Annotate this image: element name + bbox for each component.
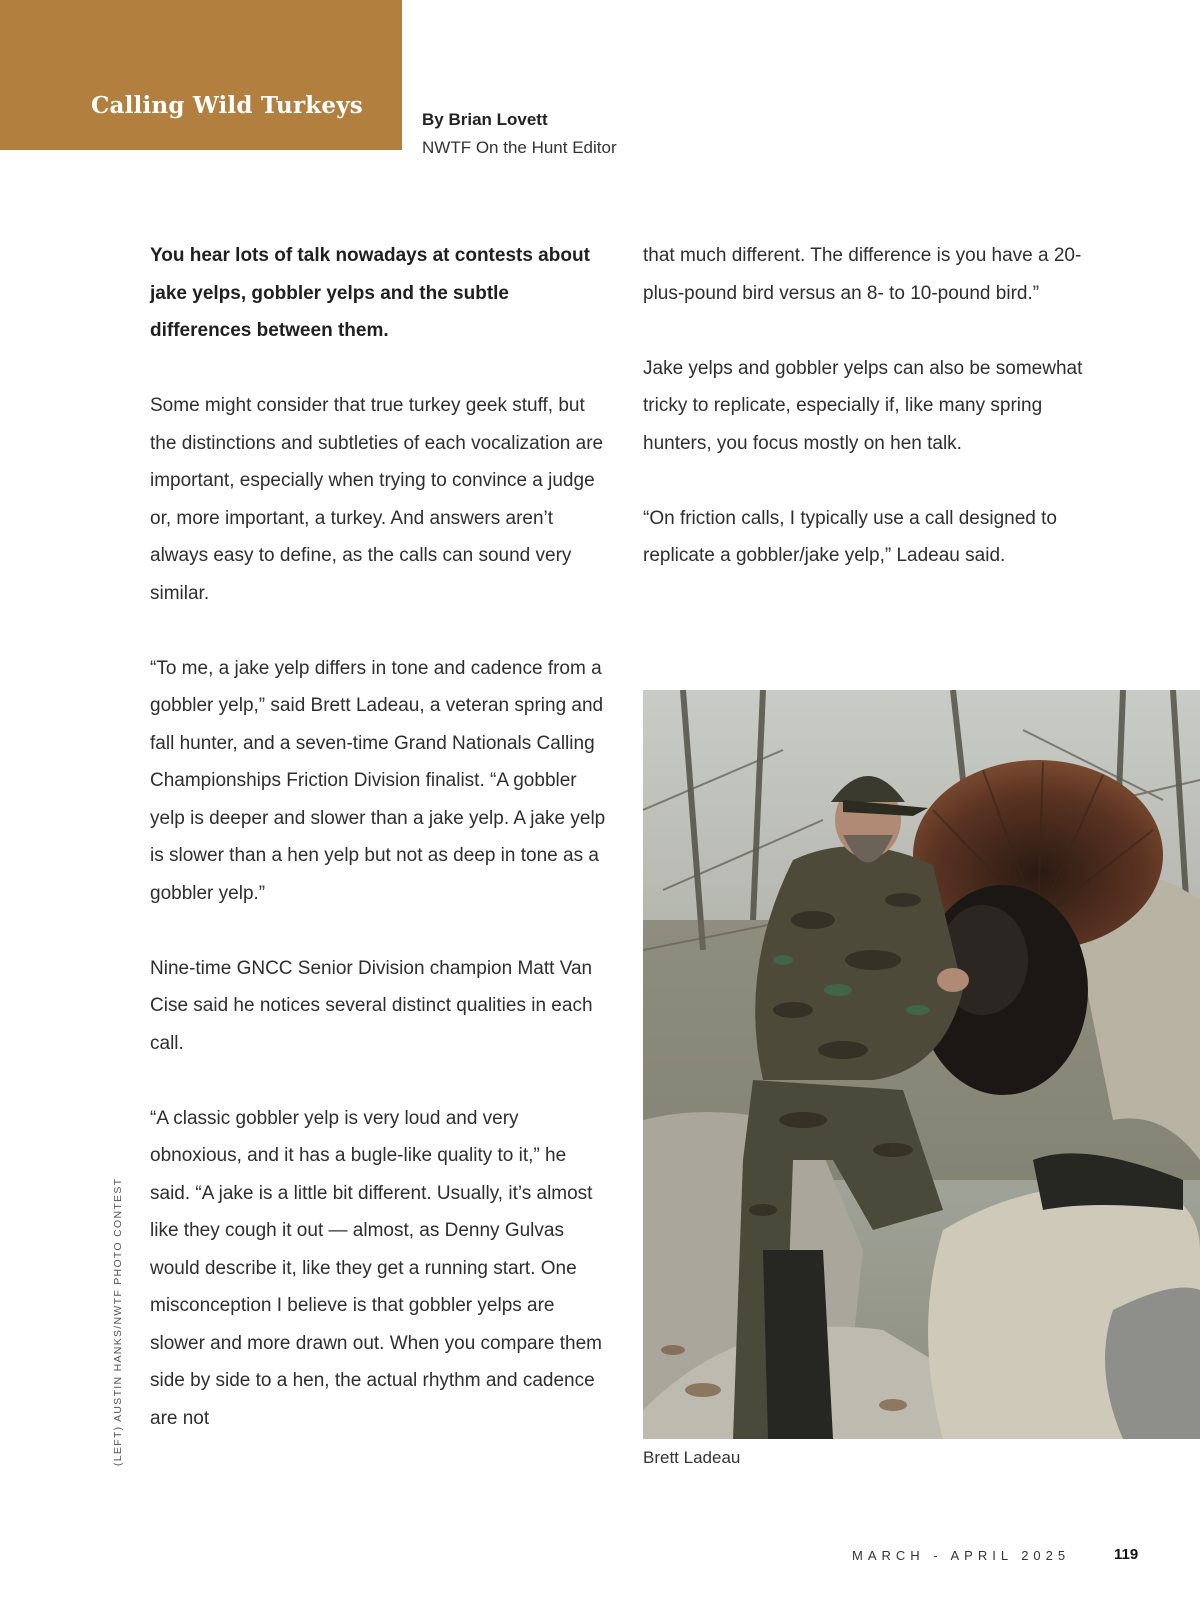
issue-date: MARCH - APRIL 2025 [852,1548,1071,1563]
author-role: NWTF On the Hunt Editor [422,138,617,157]
article-left-column [150,237,610,1437]
body-paragraph: “To me, a jake yelp differs in tone and cadence from a gobbler yelp,” said Brett Ladeau, a veteran spring and fall hunter, and a seven-time Grand Nationals Calling Championships Friction Division finalist. “A gobbler yelp is deeper and slower than a jake yelp. A jake yelp is slower than a hen yelp but not as deep in tone as a gobbler yelp.” [150,657,606,904]
author-name: By Brian Lovett [422,110,548,129]
body-paragraph: Some might consider that true turkey geek stuff, but the distinctions and subtleties of each vocalization are important, especially when trying to convince a judge or, more important, a turkey. And answers aren’t always easy to define, as the calls can sound very similar. [150,395,604,604]
body-paragraph: Nine-time GNCC Senior Division champion Matt Van Cise said he notices several distinct qualities in each call. [150,957,593,1054]
section-title: Calling Wild Turkeys [91,92,363,119]
photo-credit: (LEFT) AUSTIN HANKS/NWTF PHOTO CONTEST [112,1177,124,1466]
body-paragraph: Jake yelps and gobbler yelps can also be somewhat tricky to replicate, especially if, like many spring hunters, you focus mostly on hen talk. [643,357,1083,454]
article-right-column [643,237,1093,575]
body-paragraph: that much different. The difference is you have a 20-plus-pound bird versus an 8- to 10-pound bird.” [643,245,1082,304]
body-paragraph: “On friction calls, I typically use a call designed to replicate a gobbler/jake yelp,” Ladeau said. [643,507,1057,566]
photo-illustration [643,690,1200,1439]
lead-paragraph: You hear lots of talk nowadays at contests about jake yelps, gobbler yelps and the subtle differences between them. [150,245,590,341]
photo-caption: Brett Ladeau [643,1448,741,1467]
byline [422,106,617,162]
page-number: 119 [1114,1546,1139,1563]
body-paragraph: “A classic gobbler yelp is very loud and very obnoxious, and it has a bugle-like quality to it,” he said. “A jake is a little bit different. Usually, it’s almost like they cough it out — almost, as Denny Gulvas would describe it, like they get a running start. One misconception I believe is that gobbler yelps are slower and more drawn out. When you compare them side by side to a hen, the actual rhythm and cadence are not [150,1107,602,1429]
section-tab [0,0,402,150]
hunter-turkey-photo [643,690,1200,1439]
